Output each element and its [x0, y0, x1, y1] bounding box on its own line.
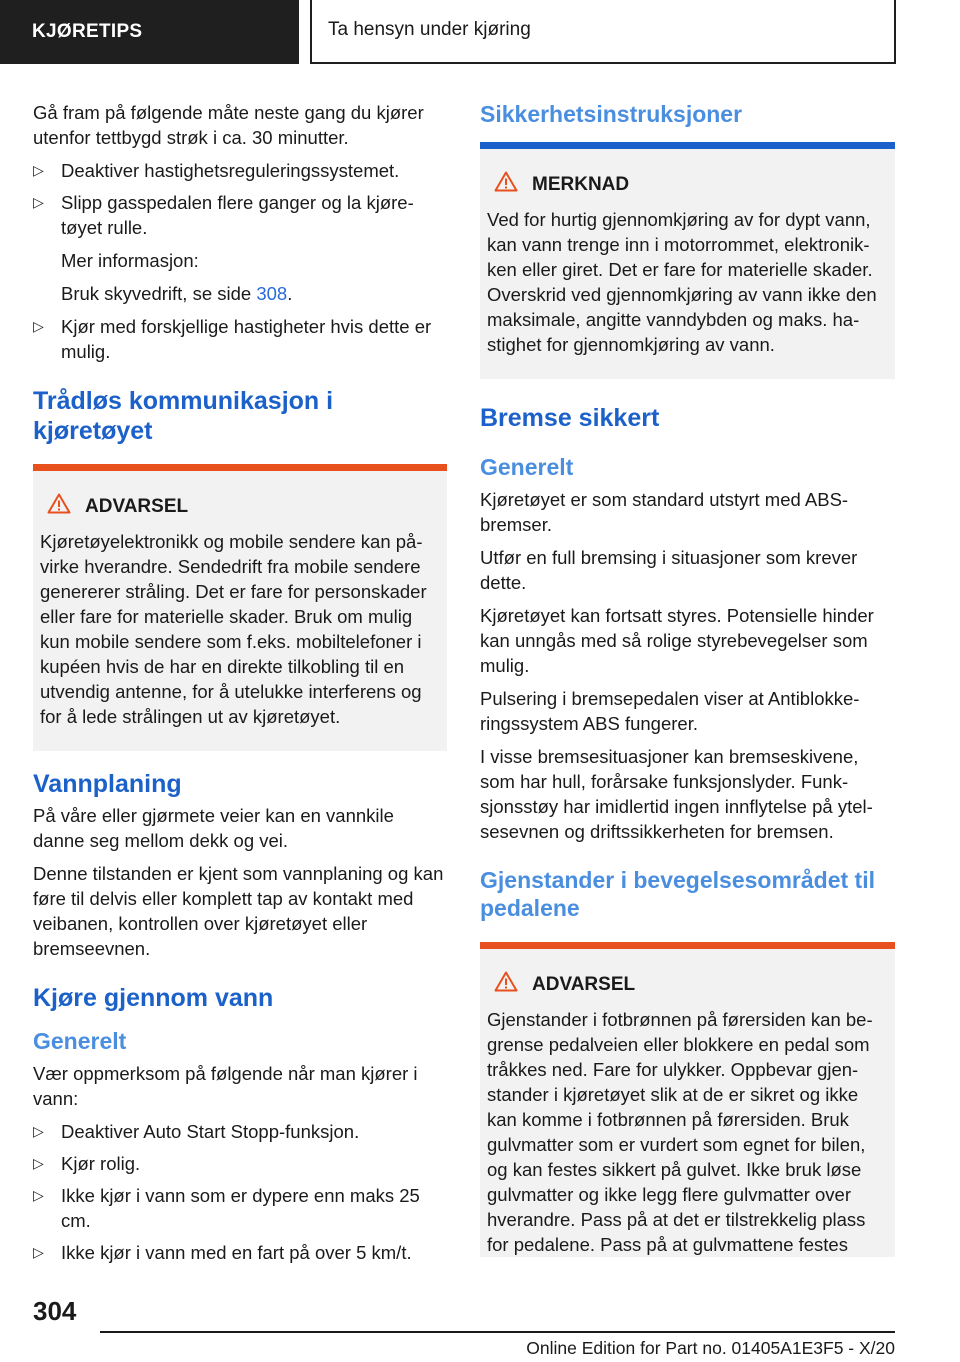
brake-general-heading: Generelt [480, 454, 574, 480]
triangle-bullet-icon: ▷ [33, 162, 44, 178]
warning-bar-2 [480, 942, 895, 949]
triangle-bullet-icon: ▷ [33, 318, 44, 334]
page-reference: Bruk skyvedrift, se side 308. [61, 283, 293, 304]
list-item: ▷ Deaktiver hastighetsreguleringssystemet. [33, 160, 400, 181]
brake-p3: Kjøretøyet kan fortsatt styres. Potensielle hinder kan unngås med så rolige styrebevegelser som mulig. [480, 605, 874, 676]
triangle-bullet-icon: ▷ [33, 194, 44, 210]
brake-p2: Utfør en full bremsing i situasjoner som krever dette. [480, 547, 858, 593]
edition-note: Online Edition for Part no. 01405A1E3F5 - X/20 [526, 1338, 895, 1358]
triangle-bullet-icon: ▷ [33, 1123, 44, 1139]
run-in-steps-2 [33, 314, 447, 364]
page-link[interactable]: 308 [256, 283, 288, 304]
water-general-heading: Generelt [33, 1028, 127, 1054]
notice-box [480, 149, 895, 379]
aquaplaning-p2: Denne tilstanden er kjent som vannplaning og kan føre til delvis eller komplett tap av kontakt med veibanen, kontrollen over kjøretøyet eller bremseevnen. [33, 863, 444, 959]
more-info-label: Mer informasjon: [61, 250, 199, 271]
water-steps [33, 1119, 447, 1265]
chapter-title: Ta hensyn under kjøring [310, 0, 896, 64]
warning-header: ADVARSEL [39, 493, 439, 521]
list-item: ▷ Slipp gasspedalen flere ganger og la kjøretøyet rulle. [33, 192, 414, 238]
list-item: ▷ Ikke kjør i vann med en fart på over 5 km/t. [33, 1242, 412, 1263]
left-column [33, 100, 447, 1273]
safety-heading: Sikkerhetsinstruksjoner [480, 101, 743, 127]
right-column [480, 100, 895, 1275]
notice-icon [494, 171, 518, 199]
notice-header: MERKNAD [486, 171, 887, 199]
wireless-heading: Trådløs kommunikasjon i kjøretøyet [33, 387, 334, 445]
brake-p5: I visse bremsesituasjoner kan bremseskivene, som har hull, forårsake funksjonslyder. Funksjonsstøy har imidlertid ingen innflytelse på ytelsesevnen og driftssikkerheten for bremsen. [480, 746, 873, 842]
intro-paragraph: Gå fram på følgende måte neste gang du kjører utenfor tettbygd strøk i ca. 30 minutter. [33, 102, 424, 148]
notice-text: Ved for hurtig gjennomkjøring av for dypt vann, kan vann trenge inn i motorrommet, elektronikken eller giret. Det er fare for materielle skader. Overskrid ved gjennomkjøring av vann ikke den maksimale, angitte vanndybden og maks. hastighet for gjennomkjøring av vann. [487, 209, 877, 355]
warning-text: Kjøretøyelektronikk og mobile sendere kan påvirke hverandre. Sendedrift fra mobile sendere genererer stråling. Det er fare for personskader eller fare for materielle skader. Bruk om mulig kun mobile sendere som f.eks. mobiltelefoner i kupéen hvis de har en direkte tilkobling til en utvendig antenne, for å utelukke interferens og for å lede strålingen ut av kjøretøyet. [40, 531, 427, 727]
warning-header-2: ADVARSEL [486, 971, 887, 999]
page-header [0, 0, 960, 66]
triangle-bullet-icon: ▷ [33, 1155, 44, 1171]
footer-divider [100, 1331, 895, 1333]
water-heading: Kjøre gjennom vann [33, 984, 274, 1012]
aquaplaning-heading: Vannplaning [33, 770, 182, 798]
aquaplaning-p1: På våre eller gjørmete veier kan en vannkile danne seg mellom dekk og vei. [33, 805, 394, 851]
list-item: ▷ Deaktiver Auto Start Stopp-funksjon. [33, 1121, 360, 1142]
water-intro: Vær oppmerksom på følgende når man kjører i vann: [33, 1063, 418, 1109]
list-item: ▷ Ikke kjør i vann som er dypere enn maks 25 cm. [33, 1185, 420, 1231]
list-item: ▷ Kjør med forskjellige hastigheter hvis dette er mulig. [33, 316, 432, 362]
list-item: ▷ Kjør rolig. [33, 1153, 141, 1174]
brake-p4: Pulsering i bremsepedalen viser at Antiblokkeringssystem ABS fungerer. [480, 688, 860, 734]
warning-box [33, 471, 447, 751]
objects-heading: Gjenstander i bevegelsesområdet til pedalene [480, 867, 875, 921]
warning-bar [33, 464, 447, 471]
page-number: 304 [33, 1296, 77, 1326]
warning-box-2 [480, 949, 895, 1257]
warning-text-2: Gjenstander i fotbrønnen på førersiden kan begrense pedalveien eller blokkere en pedal som tråkkes ned. Fare for ulykker. Oppbevar gjenstander i kjøretøyet slik at de er sikret og ikke kan komme i fotbrønnen på førersiden. Bruk gulvmatter som er vurdert som egnet for bilen, og kan festes sikkert på gulvet. Ikke bruk løse gulvmatter og ikke legg flere gulvmatter over hverandre. Pass på at det er tilstrekkelig plass for pedalene. Pass på at gulvmattene festes [487, 1009, 873, 1255]
run-in-steps [33, 158, 447, 240]
section-tab: KJØRETIPS [0, 0, 299, 64]
brake-heading: Bremse sikkert [480, 404, 660, 432]
triangle-bullet-icon: ▷ [33, 1187, 44, 1203]
warning-icon [47, 493, 71, 521]
notice-bar [480, 142, 895, 149]
triangle-bullet-icon: ▷ [33, 1244, 44, 1260]
brake-p1: Kjøretøyet er som standard utstyrt med ABS-bremser. [480, 489, 849, 535]
warning-icon [494, 971, 518, 999]
